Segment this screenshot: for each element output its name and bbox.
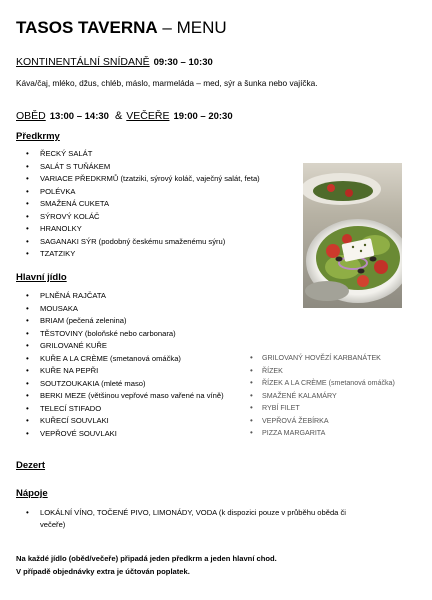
list-item: • KUŘE NA PEPŘI [16, 365, 224, 378]
list-item: • TĚSTOVINY (boloňské nebo carbonara) [16, 328, 224, 341]
lunch-time: 13:00 – 14:30 [49, 111, 109, 122]
breakfast-description: Káva/čaj, mléko, džus, chléb, máslo, marmeláda – med, sýr a šunka nebo vajíčka. [16, 78, 318, 88]
list-item: • KUŘE A LA CRÈME (smetanová omáčka) [16, 353, 224, 366]
list-item: • GRILOVANÝ HOVĚZÍ KARBANÁTEK [248, 352, 395, 365]
list-item: • SÝROVÝ KOLÁČ [16, 211, 260, 224]
drinks-line-1: LOKÁLNÍ VÍNO, TOČENÉ PIVO, LIMONÁDY, VODA (k dispozici pouze v průběhu oběda či [40, 508, 346, 517]
footer-note-2: V případě objednávky extra je účtován poplatek. [16, 567, 190, 576]
list-item: • VARIACE PŘEDKRMŮ (tzatziki, sýrový koláč, vaječný salát, feta) [16, 173, 260, 186]
title-suffix: – MENU [157, 18, 227, 37]
list-item: • PIZZA MARGARITA [248, 427, 395, 440]
breakfast-label: KONTINENTÁLNÍ SNÍDANĚ [16, 56, 150, 68]
mains-heading: Hlavní jídlo [16, 272, 67, 283]
bullet-icon: • [26, 508, 29, 517]
dinner-time: 19:00 – 20:30 [173, 111, 233, 122]
mains-list [16, 290, 224, 440]
list-item: • RYBÍ FILET [248, 402, 395, 415]
restaurant-name: TASOS TAVERNA [16, 18, 158, 37]
list-item: • VEPŘOVÁ ŽEBÍRKA [248, 415, 395, 428]
lunch-label: OBĚD [16, 110, 46, 122]
list-item: • BERKI MEZE (většinou vepřové maso vařené na víně) [16, 390, 224, 403]
mains-extra-list [248, 352, 395, 440]
list-item: • SMAŽENÁ CUKETA [16, 198, 260, 211]
breakfast-heading [16, 56, 213, 68]
list-item: • POLÉVKA [16, 186, 260, 199]
list-item: • BRIAM (pečená zelenina) [16, 315, 224, 328]
list-item: • ŘÍZEK [248, 365, 395, 378]
drinks-heading: Nápoje [16, 488, 48, 499]
meals-heading [16, 110, 233, 122]
list-item: • SOUTZOUKAKIA (mleté maso) [16, 378, 224, 391]
list-item: • SAGANAKI SÝR (podobný českému smaženému sýru) [16, 236, 260, 249]
list-item: • GRILOVANÉ KUŘE [16, 340, 224, 353]
drinks-item [16, 507, 416, 531]
list-item: • PLNĚNÁ RAJČATA [16, 290, 224, 303]
dinner-label: VEČEŘE [126, 110, 170, 122]
page-title [16, 18, 227, 38]
starters-list [16, 148, 260, 261]
list-item: • ŘECKÝ SALÁT [16, 148, 260, 161]
list-item: • HRANOLKY [16, 223, 260, 236]
list-item: • ŘÍZEK A LA CRÈME (smetanová omáčka) [248, 377, 395, 390]
footer-note-1: Na každé jídlo (oběd/večeře) připadá jeden předkrm a jeden hlavní chod. [16, 554, 277, 563]
list-item: • SMAŽENÉ KALAMÁRY [248, 390, 395, 403]
list-item: • VEPŘOVÉ SOUVLAKI [16, 428, 224, 441]
drinks-line-2: večeře) [40, 520, 66, 529]
breakfast-time: 09:30 – 10:30 [153, 57, 213, 68]
list-item: • KUŘECÍ SOUVLAKI [16, 415, 224, 428]
greek-salad-photo [303, 163, 402, 308]
list-item: • TELECÍ STIFADO [16, 403, 224, 416]
ampersand: & [114, 110, 123, 122]
starters-heading: Předkrmy [16, 131, 60, 142]
dessert-heading: Dezert [16, 460, 46, 471]
list-item: • TZATZIKY [16, 248, 260, 261]
list-item: • MOUSAKA [16, 303, 224, 316]
list-item: • SALÁT S TUŇÁKEM [16, 161, 260, 174]
